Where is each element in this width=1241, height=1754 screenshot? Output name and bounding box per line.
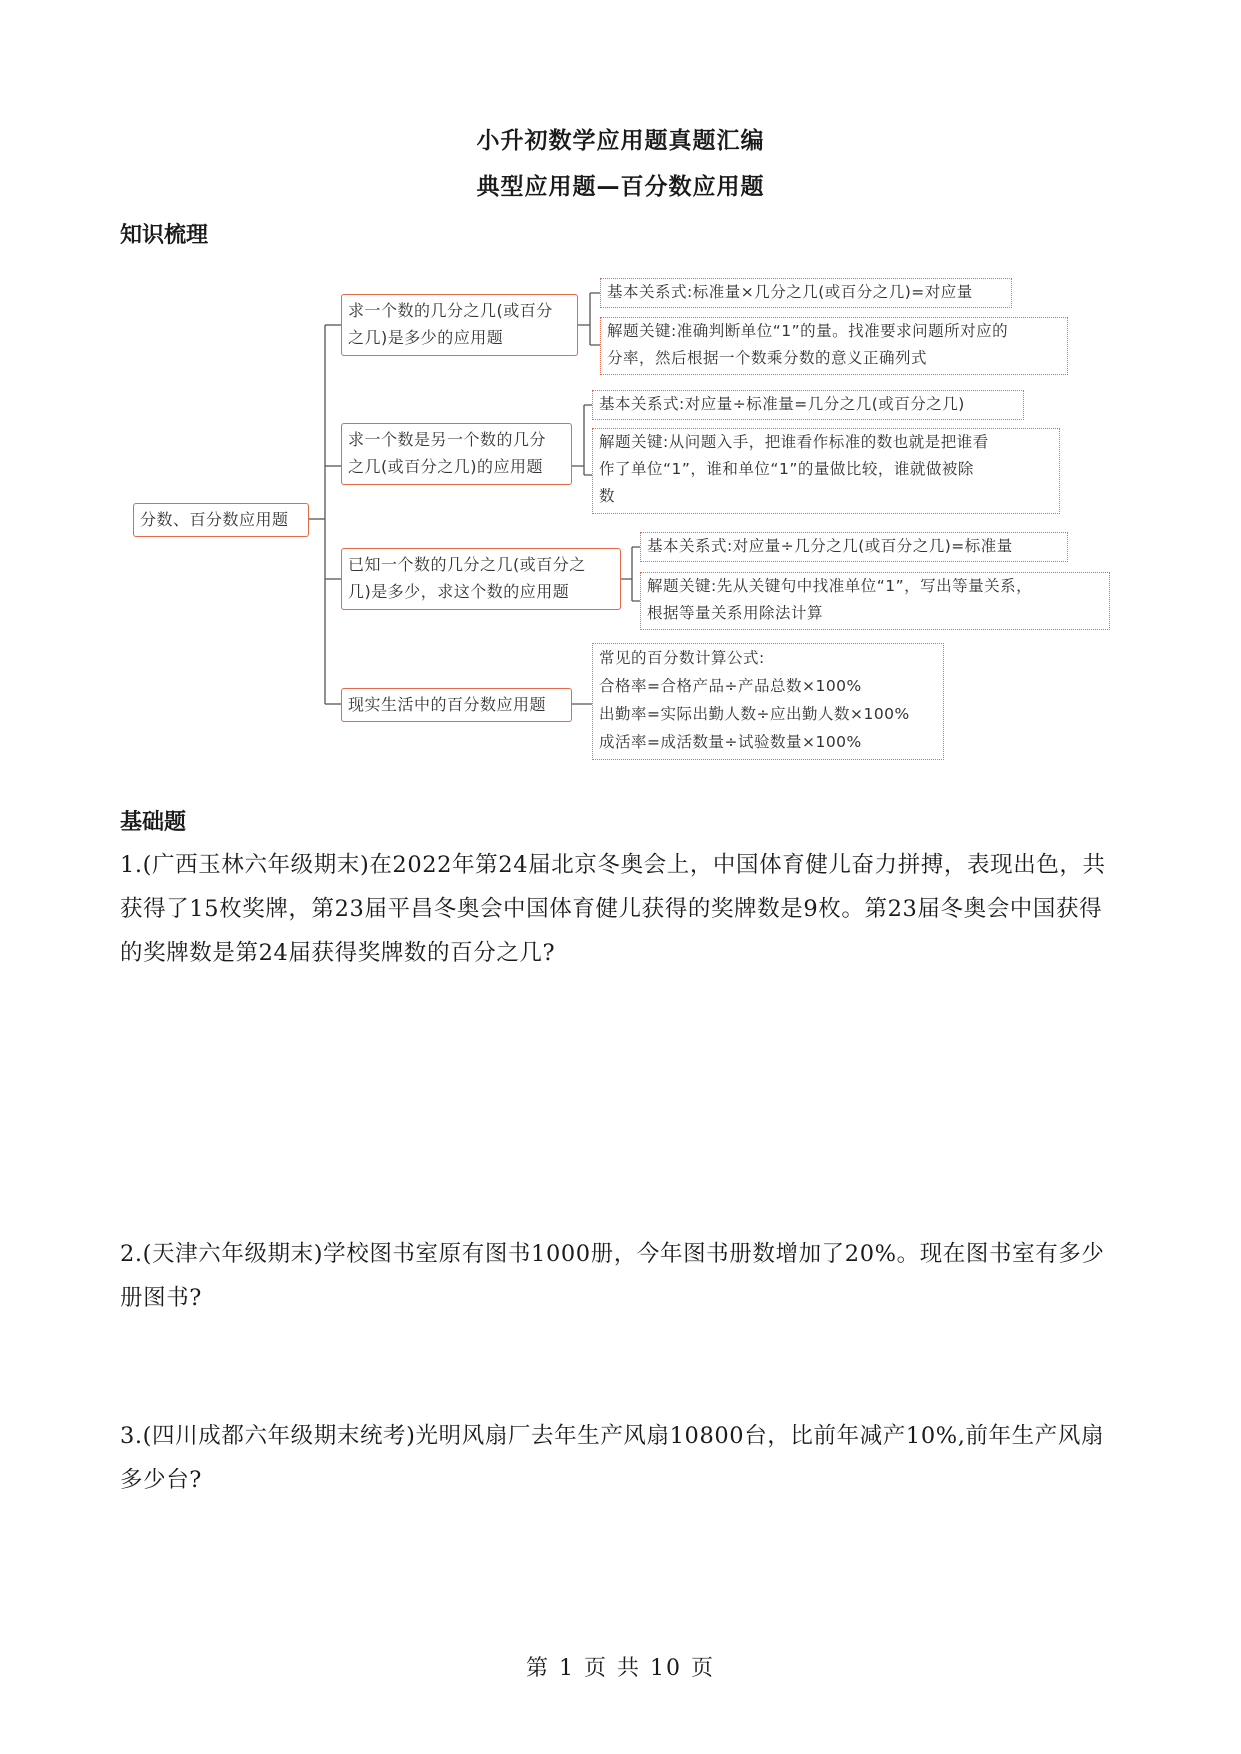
page-subtitle: 典型应用题—百分数应用题 [476,174,765,200]
branch-1-formula: 基本关系式:标准量×几分之几(或百分之几)=对应量 [600,278,1012,308]
branch-1-key: 解题关键:准确判断单位“1”的量。找准要求问题所对应的 分率，然后根据一个数乘分数的意义正确列式 [600,317,1068,375]
page-title: 小升初数学应用题真题汇编 [476,128,765,154]
branch-3-key: 解题关键:先从关键句中找准单位“1”，写出等量关系， 根据等量关系用除法计算 [640,572,1110,630]
mind-map [0,0,1241,780]
branch-3-formula: 基本关系式:对应量÷几分之几(或百分之几)=标准量 [640,532,1068,562]
branch-3-label: 已知一个数的几分之几(或百分之 几)是多少，求这个数的应用题 [341,548,621,610]
page-number: 第 1 页 共 10 页 [526,1656,715,1681]
knowledge-heading: 知识梳理 [120,223,209,248]
branch-4-formulas: 常见的百分数计算公式: 合格率=合格产品÷产品总数×100% 出勤率=实际出勤人数÷应出勤人数×100% 成活率=成活数量÷试验数量×100% [592,643,944,760]
branch-4-label: 现实生活中的百分数应用题 [341,688,572,722]
basics-heading: 基础题 [120,810,187,835]
question-1: 1.(广西玉林六年级期末)在2022年第24届北京冬奥会上，中国体育健儿奋力拼搏，表现出色，共获得了15枚奖牌，第23届平昌冬奥会中国体育健儿获得的奖牌数是9枚。第23届冬奥会中国获得的奖牌数是第24届获得奖牌数的百分之几? [120,852,1106,966]
branch-2-label: 求一个数是另一个数的几分 之几(或百分之几)的应用题 [341,423,572,485]
question-2: 2.(天津六年级期末)学校图书室原有图书1000册，今年图书册数增加了20%。现在图书室有多少册图书? [120,1241,1105,1311]
branch-2-key: 解题关键:从问题入手，把谁看作标准的数也就是把谁看 作了单位“1”，谁和单位“1”的量做比较，谁就做被除 数 [592,428,1060,514]
branch-1-label: 求一个数的几分之几(或百分 之几)是多少的应用题 [341,294,578,356]
question-3: 3.(四川成都六年级期末统考)光明风扇厂去年生产风扇10800台，比前年减产10%,前年生产风扇多少台? [120,1423,1105,1493]
branch-2-formula: 基本关系式:对应量÷标准量=几分之几(或百分之几) [592,390,1024,420]
mind-map-root: 分数、百分数应用题 [133,503,309,537]
